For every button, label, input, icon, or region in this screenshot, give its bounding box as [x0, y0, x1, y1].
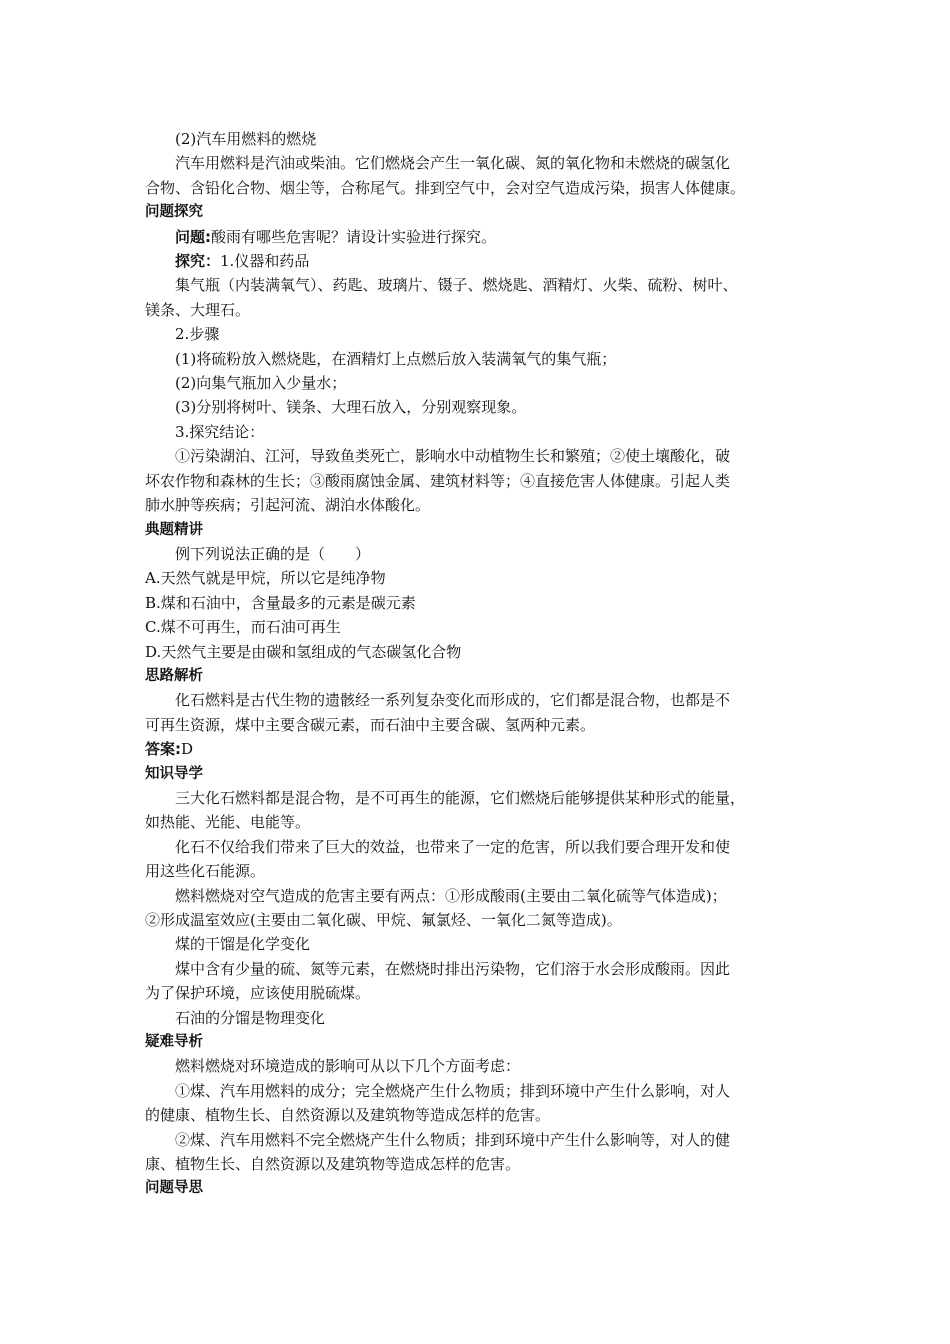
answer-label: 答案:	[145, 740, 181, 759]
option-a: A.天然气就是甲烷，所以它是纯净物	[145, 569, 386, 588]
difficult-line5: 康、植物生长、自然资源以及建筑物等造成怎样的危害。	[145, 1155, 521, 1174]
explore-line	[145, 249, 825, 273]
question-line	[145, 225, 825, 249]
answer-value: D	[181, 740, 194, 759]
conclusion-line3: 肺水肿等疾病；引起河流、湖泊水体酸化。	[145, 496, 431, 515]
knowledge-line9: 为了保护环境，应该使用脱硫煤。	[145, 984, 371, 1003]
step-2: (2)向集气瓶加入少量水；	[175, 374, 347, 393]
heading-difficult: 疑难导析	[145, 1034, 203, 1051]
question-label: 问题:	[175, 227, 211, 246]
car-fuel-paragraph-line1: 汽车用燃料是汽油或柴油。它们燃烧会产生一氧化碳、氮的氧化物和未燃烧的碳氢化	[175, 154, 731, 173]
difficult-line1: 燃料燃烧对环境造成的影响可从以下几个方面考虑：	[175, 1057, 521, 1076]
knowledge-line8: 煤中含有少量的硫、氮等元素，在燃烧时排出污染物，它们溶于水会形成酸雨。因此	[175, 959, 731, 978]
knowledge-line6: ②形成温室效应(主要由二氧化碳、甲烷、氟氯烃、一氧化二氮等造成)。	[145, 911, 622, 929]
knowledge-line7: 煤的干馏是化学变化	[175, 935, 311, 954]
knowledge-line5: 燃料燃烧对空气造成的危害主要有两点：①形成酸雨(主要由二氧化硫等气体造成)；	[175, 886, 727, 905]
option-b: B.煤和石油中，含量最多的元素是碳元素	[145, 593, 416, 612]
car-fuel-title: (2)汽车用燃料的燃烧	[175, 130, 317, 148]
option-c: C.煤不可再生，而石油可再生	[145, 618, 341, 637]
step-1: (1)将硫粉放入燃烧匙，在酒精灯上点燃后放入装满氧气的集气瓶；	[175, 349, 617, 368]
analysis-line1: 化石燃料是古代生物的遗骸经一系列复杂变化而形成的，它们都是混合物，也都是不	[175, 691, 731, 710]
equipment-line2: 镁条、大理石。	[145, 300, 251, 319]
knowledge-line10: 石油的分馏是物理变化	[175, 1008, 326, 1027]
heading-analysis: 思路解析	[145, 667, 203, 684]
answer-line	[145, 737, 825, 761]
step-3: (3)分别将树叶、镁条、大理石放入，分别观察现象。	[175, 398, 527, 417]
question-text: 酸雨有哪些危害呢？请设计实验进行探究。	[211, 227, 497, 246]
knowledge-line1: 三大化石燃料都是混合物，是不可再生的能源，它们燃烧后能够提供某种形式的能量，	[175, 788, 746, 807]
heading-problem-guide: 问题导思	[145, 1180, 203, 1197]
knowledge-line3: 化石不仅给我们带来了巨大的效益，也带来了一定的危害，所以我们要合理开发和使	[175, 837, 731, 856]
option-d: D.天然气主要是由碳和氢组成的气态碳氢化合物	[145, 642, 462, 661]
difficult-line3: 的健康、植物生长、自然资源以及建筑物等造成怎样的危害。	[145, 1106, 551, 1125]
equipment-line1: 集气瓶（内装满氧气）、药匙、玻璃片、镊子、燃烧匙、酒精灯、火柴、硫粉、树叶、	[175, 276, 738, 295]
analysis-line2: 可再生资源，煤中主要含碳元素，而石油中主要含碳、氢两种元素。	[145, 715, 596, 734]
steps-title: 2.步骤	[175, 325, 220, 344]
heading-knowledge: 知识导学	[145, 765, 203, 782]
difficult-line4: ②煤、汽车用燃料不完全燃烧产生什么物质；排到环境中产生什么影响等，对人的健	[175, 1130, 731, 1149]
car-fuel-paragraph-line2: 合物、含铅化合物、烟尘等，合称尾气。排到空气中，会对空气造成污染，损害人体健康。	[145, 178, 746, 197]
conclusion-line1: ①污染湖泊、江河，导致鱼类死亡，影响水中动植物生长和繁殖；②使土壤酸化，破	[175, 447, 731, 466]
knowledge-line4: 用这些化石能源。	[145, 862, 266, 881]
example-question: 例下列说法正确的是（ ）	[175, 544, 371, 563]
heading-problem-explore: 问题探究	[145, 204, 203, 221]
conclusion-title: 3.探究结论：	[175, 422, 265, 441]
conclusion-line2: 坏农作物和森林的生长；③酸雨腐蚀金属、建筑材料等；④直接危害人体健康。引起人类	[145, 471, 731, 490]
heading-example: 典题精讲	[145, 521, 203, 538]
explore-text: 1.仪器和药品	[220, 252, 310, 271]
document-page	[145, 127, 825, 1201]
explore-label: 探究：	[175, 252, 221, 271]
knowledge-line2: 如热能、光能、电能等。	[145, 813, 311, 832]
difficult-line2: ①煤、汽车用燃料的成分；完全燃烧产生什么物质；排到环境中产生什么影响，对人	[175, 1081, 731, 1100]
